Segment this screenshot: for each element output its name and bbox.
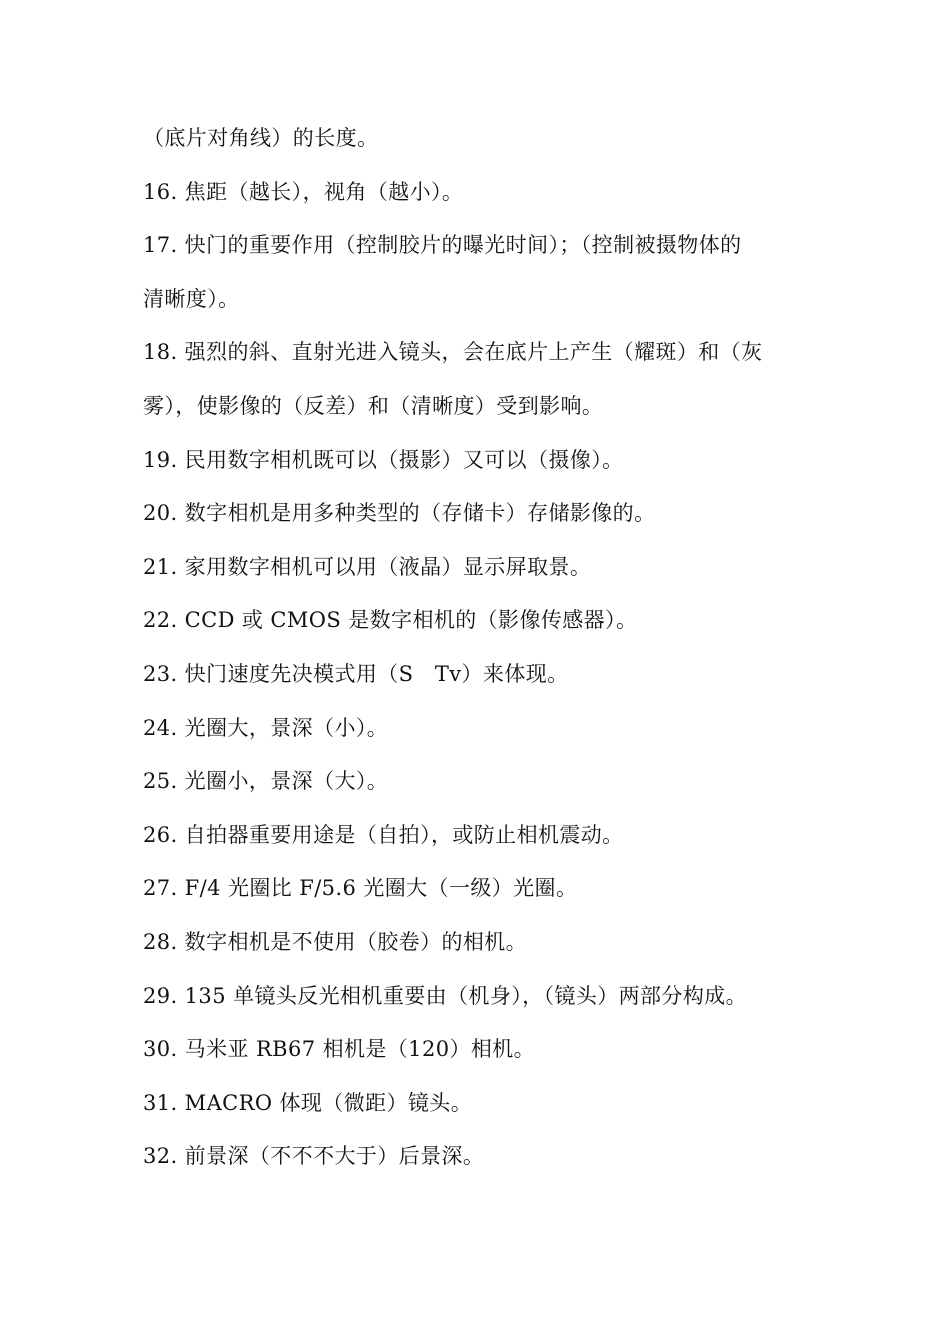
question-31: 31. MACRO 体现（微距）镜头。	[143, 1090, 473, 1115]
question-30: 30. 马米亚 RB67 相机是（120）相机。	[143, 1037, 536, 1062]
question-24: 24. 光圈大，景深（小）。	[143, 715, 389, 740]
question-16: 16. 焦距（越长），视角（越小）。	[143, 179, 464, 204]
question-17: 17. 快门的重要作用（控制胶片的曝光时间）；（控制被摄物体的	[143, 233, 742, 258]
question-25: 25. 光圈小，景深（大）。	[143, 769, 389, 794]
question-27: 27. F/4 光圈比 F/5.6 光圈大（一级）光圈。	[143, 876, 578, 901]
question-23: 23. 快门速度先决模式用（S Tv）来体现。	[143, 661, 569, 686]
text-line: （底片对角线）的长度。	[143, 126, 379, 150]
question-18-continued: 雾），使影像的（反差）和（清晰度）受到影响。	[143, 393, 604, 418]
question-32: 32. 前景深（不不不大于）后景深。	[143, 1144, 485, 1169]
document-body	[143, 112, 803, 1184]
question-28: 28. 数字相机是不使用（胶卷）的相机。	[143, 929, 528, 954]
question-19: 19. 民用数字相机既可以（摄影）又可以（摄像）。	[143, 447, 624, 472]
question-18: 18. 强烈的斜、直射光进入镜头，会在底片上产生（耀斑）和（灰	[143, 340, 763, 365]
question-29: 29. 135 单镜头反光相机重要由（机身），（镜头）两部分构成。	[143, 983, 748, 1008]
question-20: 20. 数字相机是用多种类型的（存储卡）存储影像的。	[143, 501, 656, 526]
question-26: 26. 自拍器重要用途是（自拍），或防止相机震动。	[143, 822, 624, 847]
question-22: 22. CCD 或 CMOS 是数字相机的（影像传感器）。	[143, 608, 638, 633]
question-17-continued: 清晰度）。	[143, 286, 240, 311]
question-21: 21. 家用数字相机可以用（液晶）显示屏取景。	[143, 554, 592, 579]
